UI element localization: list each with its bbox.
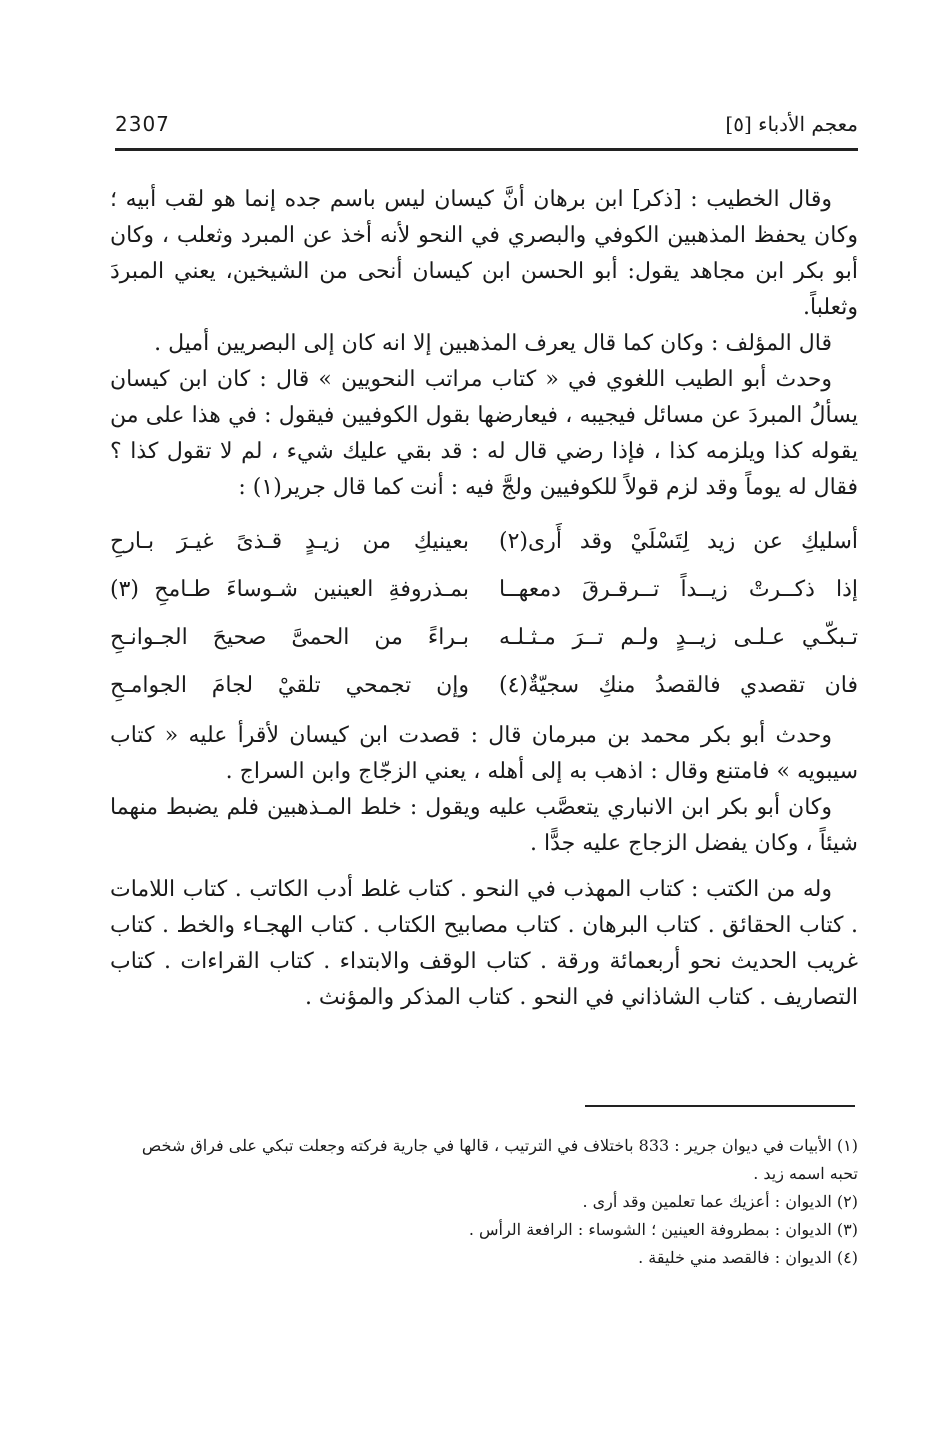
paragraph: قال المؤلف : وكان كما قال يعرف المذهبين إلا انه كان إلى البصريين أميل . (154, 331, 832, 356)
paragraph: وحدث أبو الطيب اللغوي في « كتاب مراتب النحويين » قال : كان ابن كيسان يسألُ المبردَ عن مسائل فيجيبه ، فيعارضها بقول الكوفيين فيقول : في هذا على من يقوله كذا ويلزمه كذا ، فإذا رضي قال له : قد بقي عليك شيء ، لم لا تقول كذا ؟ فقال له يوماً وقد لزم قولاً للكوفيين ولجَّ فيه : أنت كما قال جرير(١) : (110, 367, 858, 500)
footnote-divider (585, 1105, 855, 1107)
verse-first-hemistich: أسليكِ عن زيد لِتَسْلَيْ وقد أَرى(٢) (498, 529, 858, 554)
poem-verse (110, 566, 858, 614)
footnote: (٢) الديوان : أعزيك عما تعلمين وقد أرى . (582, 1192, 858, 1211)
main-text (110, 182, 858, 1016)
paragraph: وله من الكتب : كتاب المهذب في النحو . كتاب غلط أدب الكاتب . كتاب اللامات . كتاب الحقائق . كتاب البرهان . كتاب مصابيح الكتاب . كتاب الهجـاء والخط . كتاب غريب الحديث نحو أربعمائة ورقة . كتاب الوقف والابتداء . كتاب القراءات . كتاب التصاريف . كتاب الشاذاني في النحو . كتاب المذكر والمؤنث . (110, 877, 858, 1010)
poem-verse (110, 614, 858, 662)
verse-first-hemistich: تـبكّـي عـلـى زيــدٍ ولـم تــرَ مـثـلـه (498, 625, 858, 650)
verse-first-hemistich: إذا ذكــرتْ زيــداً تــرقـرقَ دمعهــا (498, 577, 858, 602)
verse-second-hemistich: بـراءً من الحمىَّ صحيحَ الجـوانـحِ (110, 625, 470, 650)
book-title: معجم الأدباء [٥] (725, 112, 858, 136)
running-header (115, 108, 858, 151)
verse-second-hemistich: بمـذروفةِ العينين شـوساءَ طـامحِ (٣) (110, 577, 470, 602)
paragraph: وحدث أبو بكر محمد بن مبرمان قال : قصدت ابن كيسان لأقرأ عليه « كتاب سيبويه » فامتنع وقال : اذهب به إلى أهله ، يعني الزجّاج وابن السراج . (110, 723, 858, 784)
poem-verse (110, 662, 858, 710)
footnotes (135, 1132, 858, 1272)
verse-first-hemistich: فان تقصدي فالقصدُ منكِ سجيّةٌ(٤) (498, 673, 858, 698)
paragraph: وقال الخطيب : [ذكر] ابن برهان أنَّ كيسان ليس باسم جده إنما هو لقب أبيه ؛ وكان يحفظ المذهبين الكوفي والبصري في النحو لأنه أخذ عن المبرد وثعلب ، وكان أبو بكر ابن مجاهد يقول: أبو الحسن ابن كيسان أنحى من الشيخين، يعني المبردَ وثعلباً. (110, 187, 858, 320)
footnote: (١) الأبيات في ديوان جرير : 833 باختلاف في الترتيب ، قالها في جارية فركته وجعلت تبكي على فراق شخص تحبه اسمه زيد . (141, 1136, 858, 1183)
page-number: 2307 (115, 112, 170, 136)
footnote: (٤) الديوان : فالقصد مني خليقة . (638, 1248, 858, 1267)
poem (110, 518, 858, 710)
poem-verse (110, 518, 858, 566)
verse-second-hemistich: بعينيكِ من زيـدٍ قـذىً غيـرَ بـارحِ (110, 529, 470, 554)
verse-second-hemistich: وإن تجمحي تلقيْ لجامَ الجوامـحِ (110, 673, 470, 698)
footnote: (٣) الديوان : بمطروفة العينين ؛ الشوساء : الرافعة الرأس . (468, 1220, 858, 1239)
paragraph: وكان أبو بكر ابن الانباري يتعصَّب عليه ويقول : خلط المـذهبين فلم يضبط منهما شيئاً ، وكان يفضل الزجاج عليه جدًّا . (110, 795, 858, 856)
